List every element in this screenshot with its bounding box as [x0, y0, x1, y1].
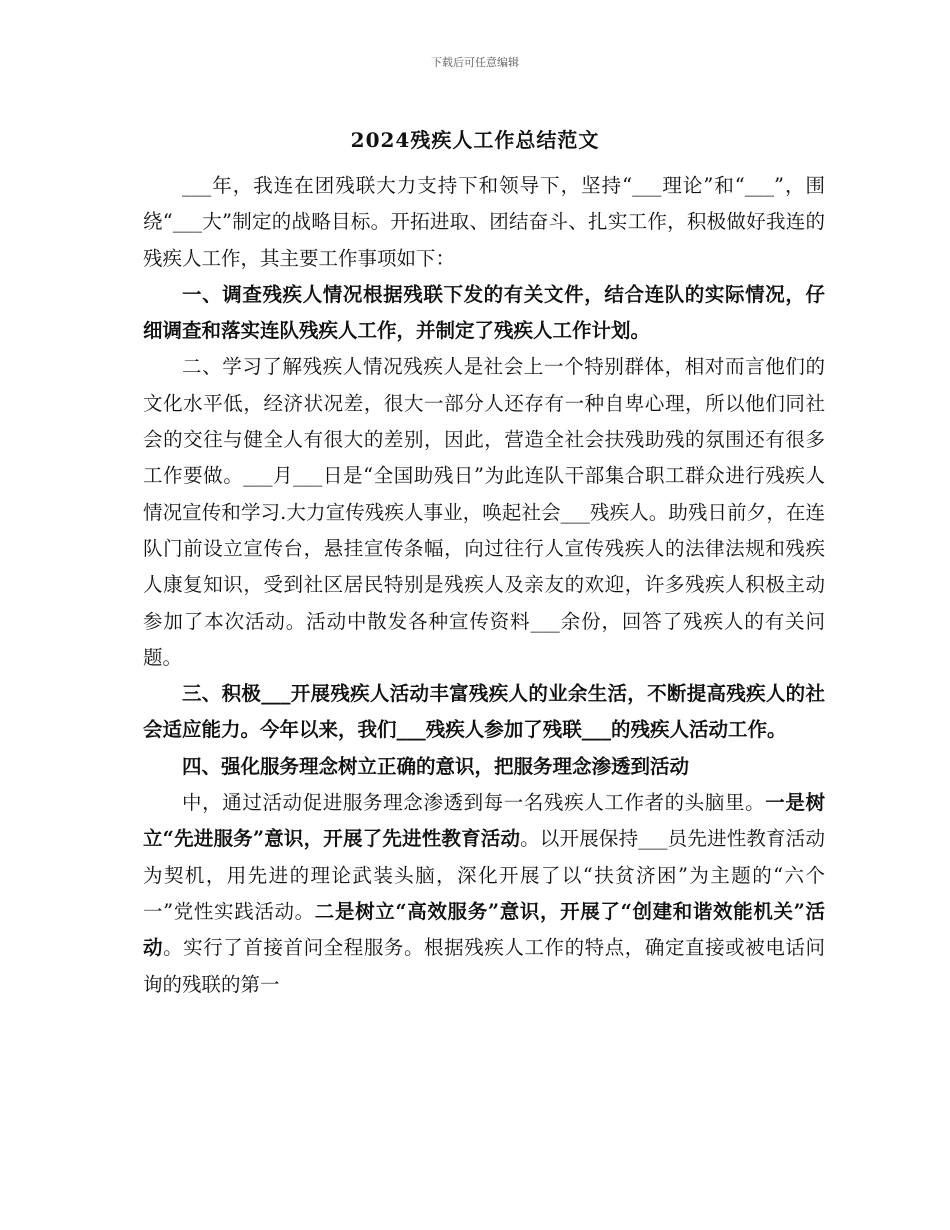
document-body	[143, 168, 825, 1003]
paragraph-section-4-body	[143, 785, 825, 1003]
document-title: 2024残疾人工作总结范文	[350, 128, 600, 152]
paragraph-intro: ___年，我连在团残联大力支持下和领导下，坚持“___理论”和“___”，围绕“___大”制定的战略目标。开拓进取、团结奋斗、扎实工作，积极做好我连的残疾人工作，其主要工作事项如下：	[143, 174, 825, 270]
paragraph-section-2: 二、学习了解残疾人情况残疾人是社会上一个特别群体，相对而言他们的文化水平低，经济状况差，很大一部分人还存有一种自卑心理，所以他们同社会的交往与健全人有很大的差别，因此，营造全社会扶残助残的氛围还有很多工作要做。___月___日是“全国助残日”为此连队干部集合职工群众进行残疾人情况宣传和学习.大力宣传残疾人事业，唤起社会___残疾人。助残日前夕，在连队门前设立宣传台，悬挂宣传条幅，向过往行人宣传残疾人的法律法规和残疾人康复知识，受到社区居民特别是残疾人及亲友的欢迎，许多残疾人积极主动参加了本次活动。活动中散发各种宣传资料___余份，回答了残疾人的有关问题。	[143, 355, 825, 669]
section-4-lead-text: 中，通过活动促进服务理念渗透到每一名残疾人工作者的头脑里。	[182, 791, 766, 815]
paragraph-section-1: 一、调查残疾人情况根据残联下发的有关文件，结合连队的实际情况，仔细调查和落实连队残疾人工作，并制定了残疾人工作计划。	[143, 282, 825, 343]
paragraph-section-4-heading: 四、强化服务理念树立正确的意识，把服务理念渗透到活动	[182, 754, 690, 778]
section-4-point-two: 二是树立“高效服务”意识，开展了“创建和谐效能机关”活动	[143, 899, 825, 960]
section-4-middle-text: 。以开展保持___员先进性教育活动为契机，用先进的理论武装头脑，深化开展了以“扶贫济困”为主题的“六个一”党性实践活动。	[143, 827, 825, 923]
section-4-tail-text: 。实行了首接首问全程服务。根据残疾人工作的特点，确定直接或被电话问询的残联的第一	[143, 936, 825, 996]
paragraph-section-3: 三、积极___开展残疾人活动丰富残疾人的业余生活，不断提高残疾人的社会适应能力。今年以来，我们___残疾人参加了残联___的残疾人活动工作。	[143, 682, 825, 742]
header-note: 下载后可任意编辑	[431, 56, 519, 69]
section-4-point-one: 一是树立“先进服务”意识，开展了先进性教育活动	[143, 791, 825, 851]
